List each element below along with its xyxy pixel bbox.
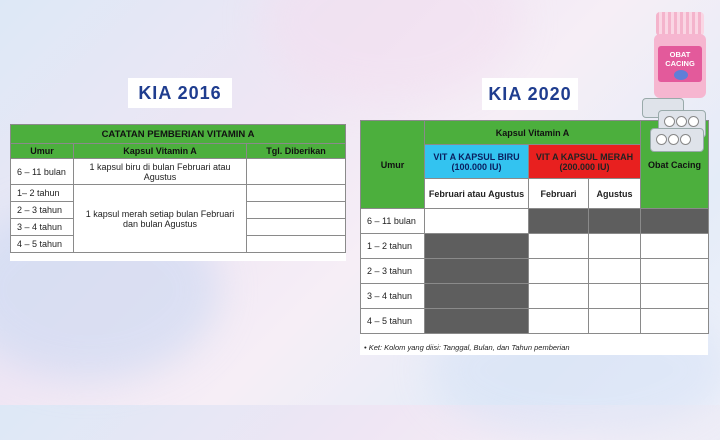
- disabled-cell: [425, 284, 529, 309]
- disabled-cell: [529, 209, 589, 234]
- column-header-obat-cacing: Obat Cacing: [641, 121, 709, 209]
- table-row-age: 4 – 5 tahun: [361, 309, 425, 334]
- disabled-cell: [425, 234, 529, 259]
- column-header-umur: Umur: [361, 121, 425, 209]
- table-row-age: 6 – 11 bulan: [11, 159, 74, 185]
- red-capsule-header: VIT A KAPSUL MERAH (200.000 IU): [529, 145, 641, 179]
- pill: [664, 116, 675, 127]
- column-header-kapsul: Kapsul Vitamin A: [74, 144, 247, 159]
- august-date-cell[interactable]: [589, 309, 641, 334]
- february-date-cell[interactable]: [529, 309, 589, 334]
- table-row-age: 2 – 3 tahun: [11, 202, 74, 219]
- february-date-cell[interactable]: [529, 284, 589, 309]
- august-date-cell[interactable]: [589, 234, 641, 259]
- obat-cacing-date-cell[interactable]: [641, 234, 709, 259]
- table-row-age: 3 – 4 tahun: [11, 219, 74, 236]
- august-date-cell[interactable]: [589, 259, 641, 284]
- column-header-kapsul: Kapsul Vitamin A: [425, 121, 641, 145]
- february-date-cell[interactable]: [529, 234, 589, 259]
- february-date-cell[interactable]: [529, 259, 589, 284]
- disabled-cell: [425, 259, 529, 284]
- dose-infant-cell: 1 kapsul biru di bulan Februari atau Agustus: [74, 159, 247, 185]
- table-row-age: 6 – 11 bulan: [361, 209, 425, 234]
- pill: [676, 116, 687, 127]
- kia-2016-label: KIA 2016: [128, 78, 232, 108]
- table-row-age: 1– 2 tahun: [11, 185, 74, 202]
- pill-blister-icon: [640, 96, 706, 160]
- date-cell[interactable]: [247, 185, 346, 202]
- disabled-cell: [641, 209, 709, 234]
- date-cell[interactable]: [247, 202, 346, 219]
- deworming-medicine-bottle-icon: [650, 12, 712, 100]
- blue-capsule-header: VIT A KAPSUL BIRU (100.000 IU): [425, 145, 529, 179]
- pill: [668, 134, 679, 145]
- column-header-umur: Umur: [11, 144, 74, 159]
- disabled-cell: [425, 309, 529, 334]
- date-cell[interactable]: [247, 159, 346, 185]
- date-cell[interactable]: [247, 219, 346, 236]
- pill: [688, 116, 699, 127]
- table-title: CATATAN PEMBERIAN VITAMIN A: [11, 125, 346, 144]
- blue-date-cell[interactable]: [425, 209, 529, 234]
- table-row-age: 1 – 2 tahun: [361, 234, 425, 259]
- table-row-age: 2 – 3 tahun: [361, 259, 425, 284]
- table-row-age: 4 – 5 tahun: [11, 236, 74, 253]
- bottle-logo: [674, 70, 688, 80]
- table-row-age: 3 – 4 tahun: [361, 284, 425, 309]
- feb-or-aug-header: Februari atau Agustus: [425, 179, 529, 209]
- kia-2020-label: KIA 2020: [482, 78, 578, 110]
- august-header: Agustus: [589, 179, 641, 209]
- kia-2016-table-panel: [10, 124, 346, 261]
- february-header: Februari: [529, 179, 589, 209]
- pill: [656, 134, 667, 145]
- date-cell[interactable]: [247, 236, 346, 253]
- bottle-cap: [656, 12, 704, 36]
- kia-2016-table: [10, 124, 346, 253]
- disabled-cell: [589, 209, 641, 234]
- obat-cacing-date-cell[interactable]: [641, 259, 709, 284]
- column-header-tanggal: Tgl. Diberikan: [247, 144, 346, 159]
- table-note: • Ket: Kolom yang diisi: Tanggal, Bulan, dan Tahun pemberian: [364, 343, 570, 352]
- bottle-label: OBAT CACING: [658, 46, 702, 82]
- dose-child-cell: 1 kapsul merah setiap bulan Februari dan bulan Agustus: [74, 185, 247, 253]
- obat-cacing-date-cell[interactable]: [641, 309, 709, 334]
- pill: [680, 134, 691, 145]
- background-blob: [260, 0, 520, 100]
- obat-cacing-date-cell[interactable]: [641, 284, 709, 309]
- august-date-cell[interactable]: [589, 284, 641, 309]
